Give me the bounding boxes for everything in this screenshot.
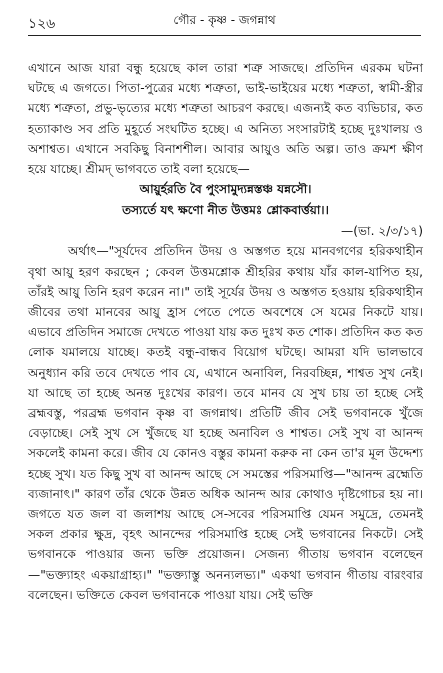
page-number: ১২৬ — [28, 16, 56, 32]
verse-reference: —(ভা. ২/৩/১৭) — [341, 224, 423, 239]
header-rule — [28, 35, 421, 36]
paragraph-1: এখানে আজ যারা বন্ধু হয়েছে কাল তারা শত্রু সাজছে। প্রতিদিন এরকম ঘটনা ঘটছে এ জগতে। পিতা-পুত্রের মধ্যে শত্রুতা, ভাই-ভাইয়ের মধ্যে শত্রুতা, স্বামী-স্ত্রীর মধ্যে শত্রুতা, প্রভু-ভৃত্যের মধ্যে শত্রুতা আচরণ করছে। এজন্যই কত ব্যভিচার, কত হত্যাকাণ্ড সব প্রতি মুহূর্তে সংঘটিত হচ্ছে। এ অনিত্য সংসারটাই হচ্ছে দুঃখালয় ও অশাশ্বত। এখানে সবকিছু বিনাশশীল। আবার আয়ুও অতি অল্প। তাও ক্রমশ ক্ষীণ হয়ে যাচ্ছে। শ্রীমদ্ ভাগবতে তাই বলা হয়েছে— — [28, 61, 423, 177]
verse-line-1: আয়ুর্হরতি বৈ পুংসামুদ্যন্নস্তঞ্চ যন্নসৌ। — [139, 182, 312, 197]
verse-line-2: তস্যর্তে যৎ ক্ষণো নীত উত্তমঃ শ্লোকবার্ত্তয়া।। — [122, 203, 329, 218]
page-header — [28, 8, 421, 38]
paragraph-2: অর্থাৎ—"সূর্যদেব প্রতিদিন উদয় ও অস্তগত হয়ে মানবগণের হরিকথাহীন বৃথা আয়ু হরণ করছেন ; কেবল উত্তমশ্লোক শ্রীহরির কথায় যাঁর কাল-যাপিত হয়, তাঁরই আয়ু তিনি হরণ করেন না।" তাই সূর্যের উদয় ও অস্তগত হওয়ায় হরিকথাহীন জীবের তথা মানবের আয়ু হ্রাস পেতে পেতে অবশেষে সে যমের নিকটে যায়। এভাবে প্রতিদিন সমাজে দেখতে পাওয়া যায় কত দুঃখ কত শোক। প্রতিদিন কত কত লোক যমালয়ে যাচ্ছে। কতই বন্ধু-বান্ধব বিয়োগ ঘটছে। আমরা যদি ভালভাবে অনুধ্যান করি তবে দেখতে পাব যে, এখানে অনাবিল, নিরবচ্ছিন্ন, শাশ্বত সুখ নেই। যা আছে তা হচ্ছে অনন্ত দুঃখের কারণ। তবে মানব যে সুখ চায় তা হচ্ছে সেই ব্রহ্মবস্তু, পরব্রহ্ম ভগবান কৃষ্ণ বা জগন্নাথ। প্রতিটি জীব সেই ভগবানকে খুঁজে বেড়াচ্ছে। সেই সুখ সে খুঁজছে যা হচ্ছে অনাবিল ও শাশ্বত। সেই সুখ বা আনন্দ সকলেই কামনা করে। জীব যে কোনও বস্তুর কামনা করুক না কেন তা'র মূল উদ্দেশ্য হচ্ছে সুখ। যত কিছু সুখ বা আনন্দ আছে সে সমস্তের পরিসমাপ্তি—"আনন্দ ব্রহ্মেতি ব্যজানাৎ।" কারণ তাঁর থেকে উন্নত অধিক আনন্দ আর কোথাও দৃষ্টিগোচর হয় না। জগতে যত জল বা জলাশয় আছে সে-সবের পরিসমাপ্তি যেমন সমুদ্রে, তেমনই সকল প্রকার ক্ষুদ্র, বৃহৎ আনন্দের পরিসমাপ্তি হচ্ছে সেই ভগবানের নিকটে। সেই ভগবানকে পাওয়ার জন্য ভক্তি প্রয়োজন। সেজন্য গীতায় ভগবান বলেছেন—"ভক্ত্যাহং একয়াগ্রাহ্য।" "ভক্ত্যাস্তু অনন্যলভ্য।" একথা ভগবান গীতায় বারংবার বলেছেন। ভক্তিতে কেবল ভগবানকে পাওয়া যায়। সেই ভক্তি — [28, 244, 423, 602]
running-title: গৌর - কৃষ্ণ - জগন্নাথ — [173, 13, 276, 27]
page-body — [28, 58, 423, 605]
